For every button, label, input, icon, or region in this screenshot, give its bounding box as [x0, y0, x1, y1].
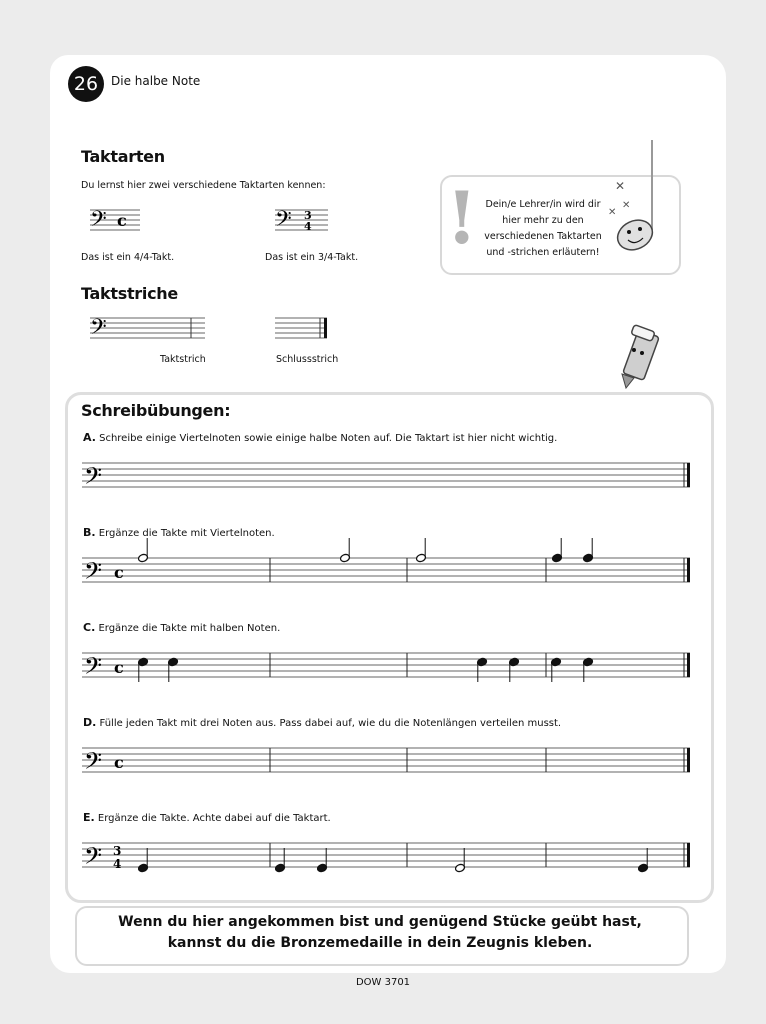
exercise-text: Ergänze die Takte. Achte dabei auf die Taktart.	[97, 813, 331, 824]
bass-clef: 𝄢	[84, 747, 103, 780]
exclamation-icon: !	[446, 175, 478, 260]
svg-text:✕: ✕	[622, 200, 631, 211]
exercise-text: Ergänze die Takte mit halben Noten.	[98, 623, 281, 634]
schlussstrich-label: Schlussstrich	[276, 354, 339, 365]
final-barline-thick	[687, 843, 690, 867]
exercise-letter: E.	[83, 811, 95, 824]
time-sig-bottom: 4	[113, 857, 122, 871]
bass-clef: 𝄢	[275, 207, 292, 237]
time-sig-top: 3	[304, 209, 312, 222]
bottom-note-line2: kannst du die Bronzemedaille in dein Zeugnis kleben.	[167, 935, 593, 951]
exercise-letter: C.	[83, 621, 96, 634]
exercise-letter: D.	[83, 716, 97, 729]
common-time-sign: c	[114, 658, 124, 677]
bass-clef: 𝄢	[90, 315, 107, 345]
taktstriche-heading: Taktstriche	[81, 284, 178, 303]
bottom-note-line1: Wenn du hier angekommen bist und genügend Stücke geübt hast,	[118, 914, 642, 930]
exercise-letter: B.	[83, 526, 96, 539]
svg-text:✕: ✕	[608, 207, 617, 218]
taktarten-intro: Du lernst hier zwei verschiedene Taktarten kennen:	[81, 180, 326, 191]
time-sig-top: 3	[113, 844, 122, 858]
bottom-note	[75, 912, 685, 954]
time-sig-bottom: 4	[304, 220, 312, 233]
exercise-text: Fülle jeden Takt mit drei Noten aus. Pass dabei auf, wie du die Notenlängen verteilen musst.	[99, 718, 562, 729]
example-3-4-caption: Das ist ein 3/4-Takt.	[265, 252, 359, 263]
exercise-text: Ergänze die Takte mit Viertelnoten.	[98, 528, 275, 539]
common-time-sign: c	[114, 563, 124, 582]
chapter-title: Die halbe Note	[111, 74, 201, 88]
bass-clef: 𝄢	[84, 652, 103, 685]
bass-clef: 𝄢	[90, 207, 107, 237]
common-time-sign: c	[114, 753, 124, 772]
exercises-heading: Schreibübungen:	[81, 401, 231, 420]
bass-clef: 𝄢	[84, 557, 103, 590]
svg-text:✕: ✕	[615, 179, 626, 193]
final-barline-thick	[687, 558, 690, 582]
exercise-text: Schreibe einige Viertelnoten sowie einige halbe Noten auf. Die Taktart ist hier nicht wichtig.	[99, 433, 558, 444]
bass-clef: 𝄢	[84, 842, 103, 875]
common-time-sign: c	[117, 211, 127, 230]
final-barline-thick	[687, 748, 690, 772]
example-4-4-caption: Das ist ein 4/4-Takt.	[81, 252, 175, 263]
bass-clef: 𝄢	[84, 462, 103, 495]
final-barline-thick	[687, 653, 690, 677]
taktarten-heading: Taktarten	[81, 147, 165, 166]
page-number-badge: 26	[68, 66, 104, 102]
final-barline-thick	[687, 463, 690, 487]
footer-code: DOW 3701	[355, 977, 411, 988]
taktstrich-label: Taktstrich	[160, 354, 206, 365]
teacher-tip-text: Dein/e Lehrer/in wird dir hier mehr zu den verschiedenen Taktarten und -strichen erläutern!	[484, 199, 602, 258]
exercise-letter: A.	[83, 431, 96, 444]
